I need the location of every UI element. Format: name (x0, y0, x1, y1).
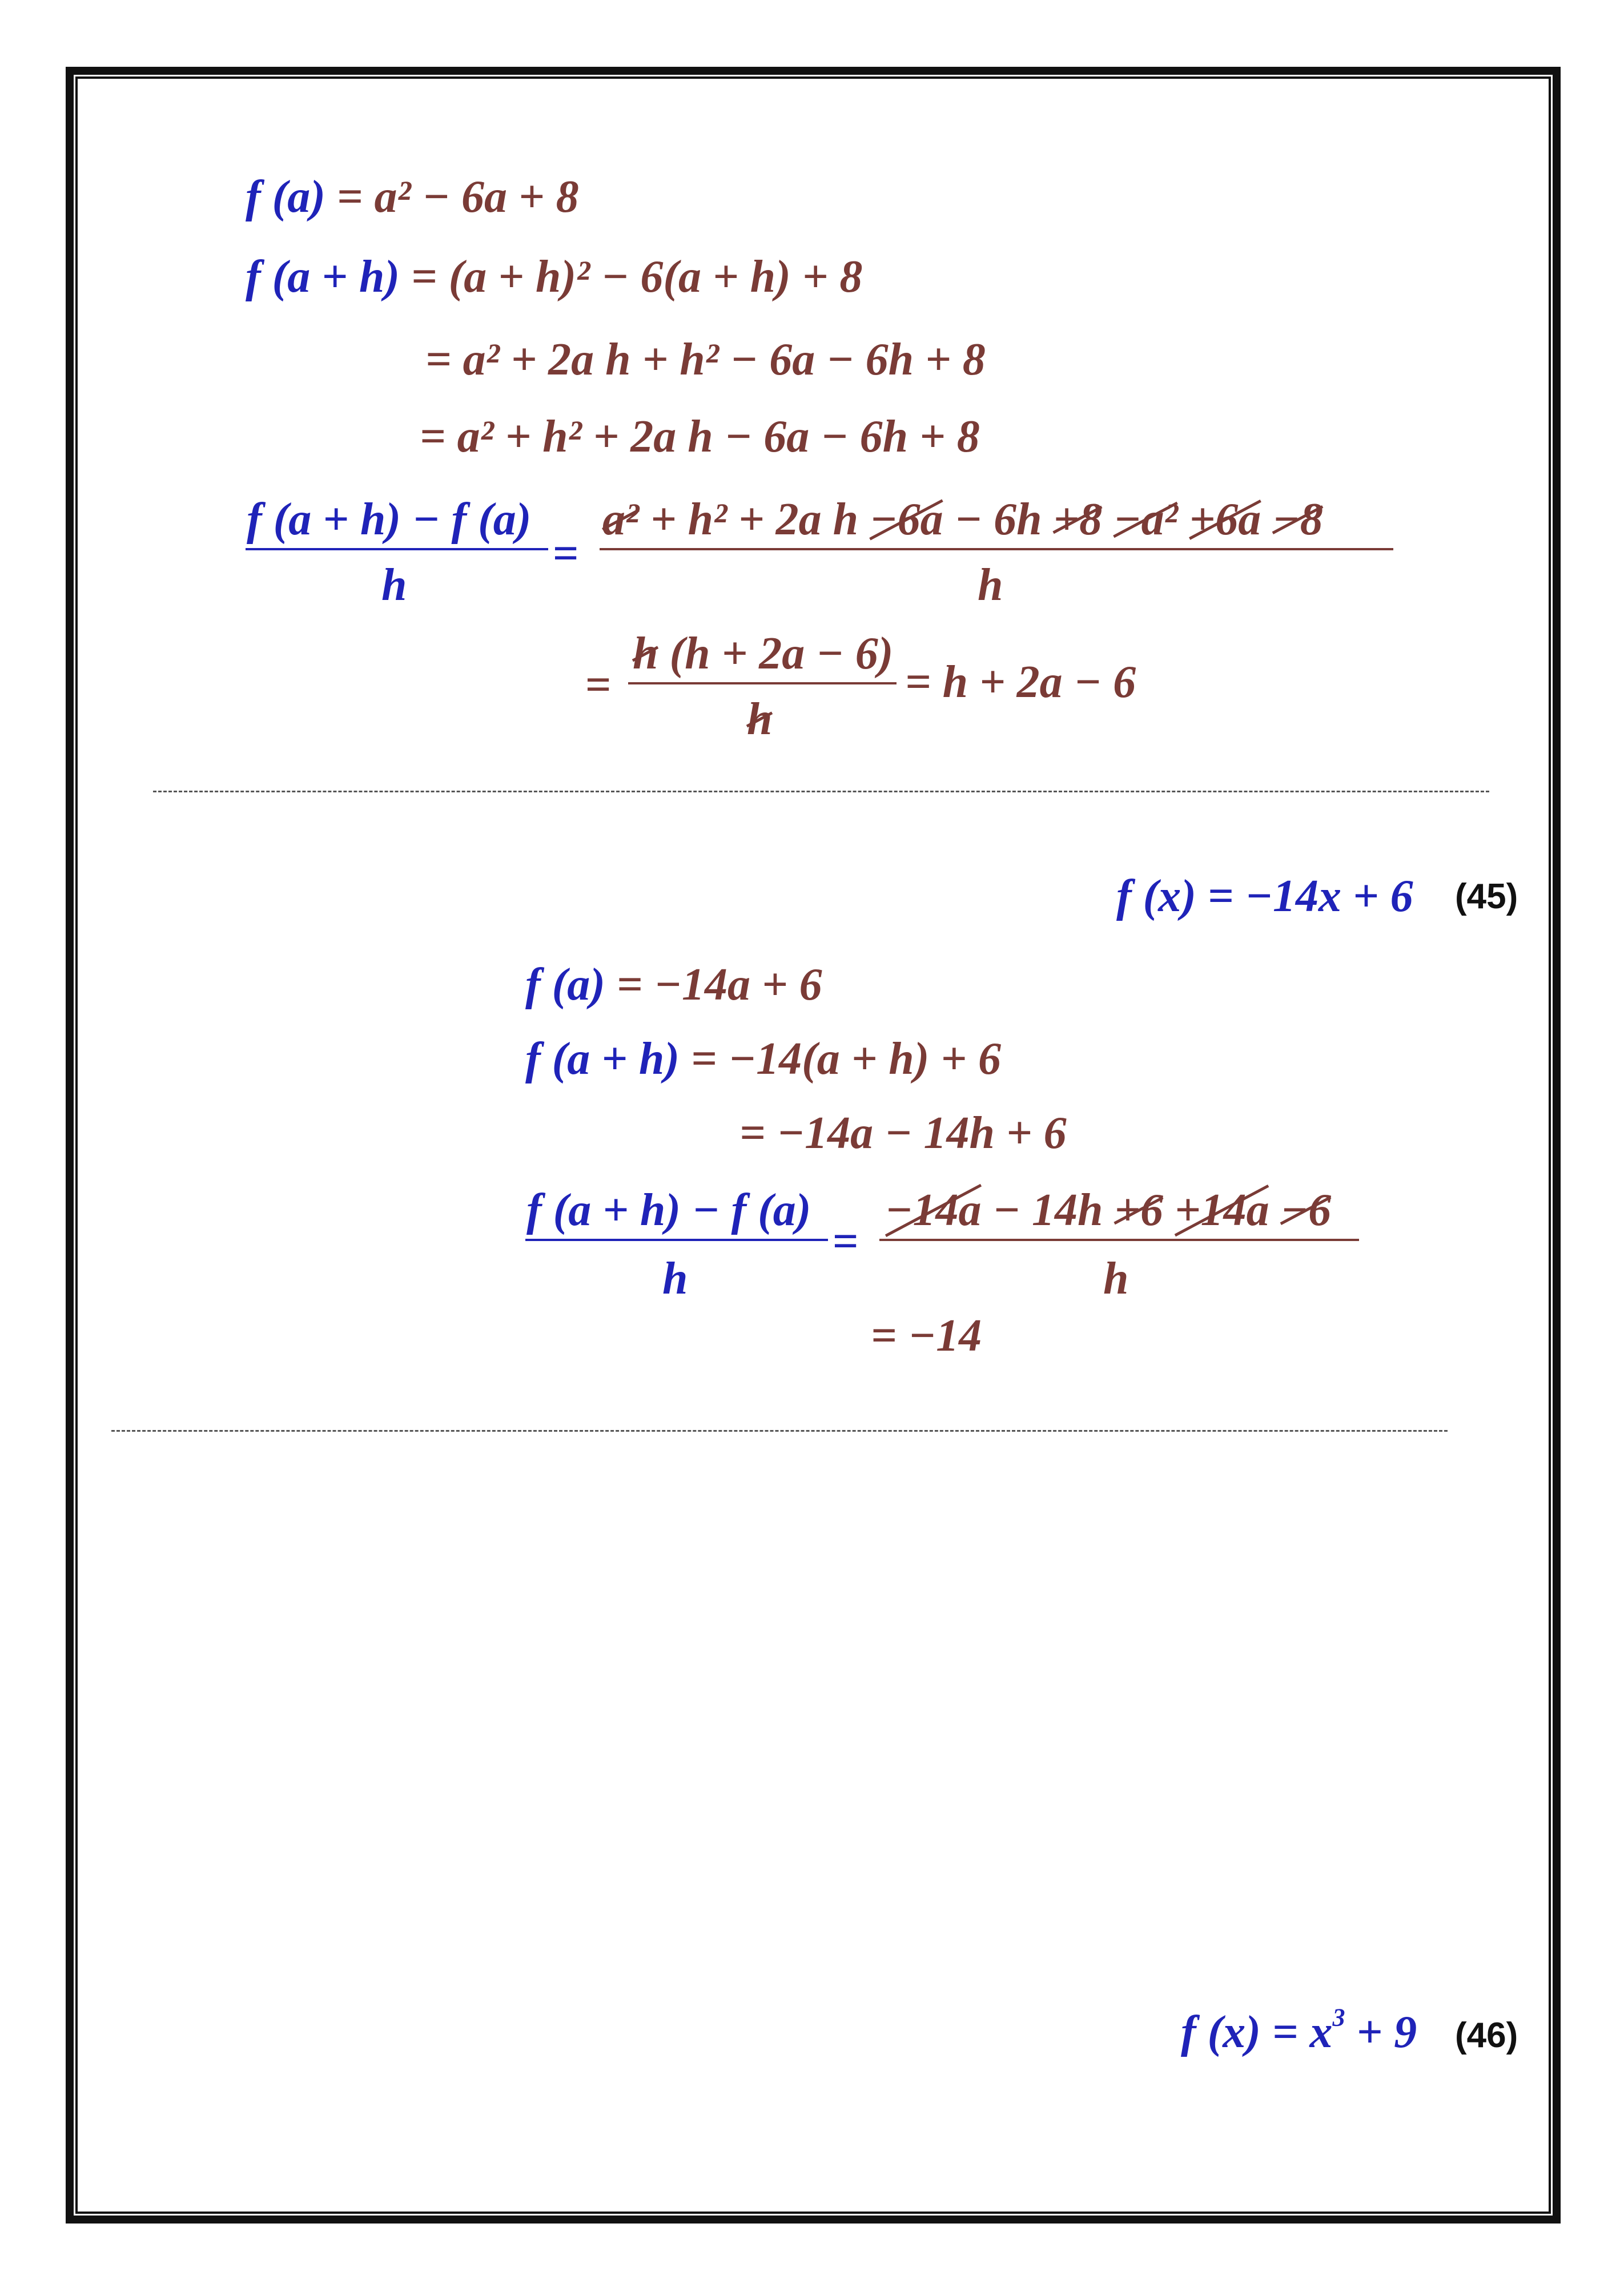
s44-line1-rhs: a² − 6a + 8 (374, 172, 579, 222)
s44-simplify-denominator (747, 696, 773, 742)
p45-line2 (525, 1036, 1001, 1082)
s44-frac-lhs-numerator: f (a + h) − f (a) (247, 494, 532, 545)
cancelled-term: −6a (870, 494, 943, 545)
term: (h + 2a − 6) (658, 629, 894, 679)
s44-frac-rhs-numerator (602, 494, 1323, 545)
cancelled-term: +8 (1053, 494, 1103, 545)
p46-function-rest: + 9 (1345, 2007, 1417, 2057)
p45-line2-rhs: −14(a + h) + 6 (728, 1034, 1002, 1084)
p45-frac-rhs-denominator: h (1103, 1254, 1129, 1304)
p46-function (1181, 2003, 1417, 2057)
p45-line1 (525, 962, 822, 1008)
term (1178, 494, 1189, 545)
s44-line1-lhs: f (a) (246, 172, 325, 222)
term (1163, 1185, 1175, 1235)
s44-line1 (246, 174, 579, 220)
p45-frac-lhs-bar (525, 1239, 828, 1241)
s44-line2-rhs: (a + h)² − 6(a + h) + 8 (448, 252, 863, 302)
p45-line1-rhs: −14a + 6 (654, 960, 822, 1010)
p45-result: = −14 (871, 1311, 982, 1361)
p45-frac-lhs-numerator: f (a + h) − f (a) (526, 1185, 811, 1235)
s44-line3: = a² + 2a h + h² − 6a − 6h + 8 (425, 335, 986, 385)
s44-line2-lhs: f (a + h) (246, 252, 400, 302)
cancelled-term: −14a (885, 1185, 982, 1235)
s44-frac-lhs-bar (246, 548, 548, 550)
p45-line2-eq: = (680, 1034, 729, 1084)
p45-frac-rhs-numerator (885, 1187, 1331, 1233)
cancelled-term: +6 (1114, 1185, 1164, 1235)
cancelled-term: a² (602, 494, 639, 545)
cancelled-term: h (747, 694, 773, 744)
s44-frac-rhs-bar (600, 548, 1393, 550)
term (1261, 494, 1272, 545)
term (1102, 494, 1114, 545)
cancelled-term: −a² (1114, 494, 1178, 545)
p46-number: (46) (1455, 2016, 1518, 2055)
s44-frac-equals: = (553, 529, 579, 579)
p45-function: f (x) = −14x + 6 (1116, 871, 1413, 921)
p45-line1-eq: = (605, 960, 654, 1010)
s44-line1-eq: = (325, 172, 375, 222)
cancelled-term: h (633, 629, 658, 679)
cancelled-term: −6 (1280, 1185, 1332, 1235)
section-divider (111, 1430, 1448, 1432)
term (1269, 1185, 1281, 1235)
term: − 6h (943, 494, 1054, 545)
p45-frac-lhs-denominator: h (662, 1254, 688, 1304)
cancelled-term: −8 (1272, 494, 1323, 545)
p45-number: (45) (1455, 877, 1518, 916)
s44-simplify-numerator (633, 629, 894, 679)
s44-line4: = a² + h² + 2a h − 6a − 6h + 8 (420, 412, 980, 462)
s44-simplify-equals: = (585, 660, 612, 710)
s44-line2-eq: = (400, 252, 449, 302)
term: − 14h (981, 1185, 1115, 1235)
s44-frac-lhs-denominator: h (381, 560, 407, 610)
p45-line1-lhs: f (a) (525, 960, 605, 1010)
s44-line2 (246, 254, 862, 300)
section-divider (153, 791, 1489, 792)
p45-line3: = −14a − 14h + 6 (739, 1108, 1067, 1158)
s44-simplify-bar (628, 682, 897, 684)
s44-simplify-result: = h + 2a − 6 (905, 657, 1136, 707)
p46-function-exponent: 3 (1332, 2003, 1345, 2032)
p45-frac-equals: = (833, 1217, 859, 1267)
p46-function-lhs: f (x) = x (1181, 2007, 1333, 2057)
p45-line2-lhs: f (a + h) (525, 1034, 680, 1084)
term: + h² + 2a h (638, 494, 870, 545)
p45-frac-rhs-bar (879, 1239, 1359, 1241)
cancelled-term: +14a (1175, 1185, 1269, 1235)
s44-frac-rhs-denominator: h (978, 560, 1003, 610)
cancelled-term: +6a (1189, 494, 1261, 545)
